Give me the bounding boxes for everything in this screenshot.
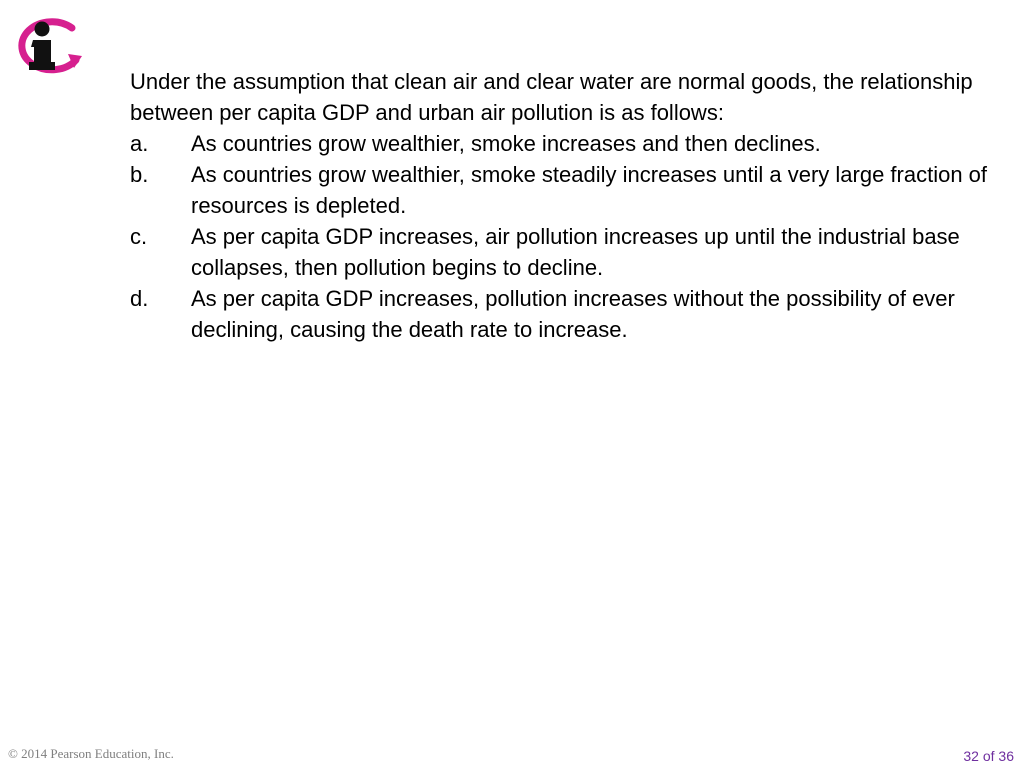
answer-option-b (130, 159, 990, 221)
option-text: As countries grow wealthier, smoke increases and then declines. (191, 131, 821, 156)
option-letter: c. (130, 224, 148, 249)
information-person-icon (12, 14, 86, 80)
question-block (130, 66, 990, 345)
answer-option-c (130, 221, 990, 283)
option-text: As per capita GDP increases, pollution increases without the possibility of ever declining, causing the death rate to increase. (191, 286, 955, 342)
answer-options (130, 128, 990, 345)
answer-option-d (130, 283, 990, 345)
option-letter: d. (130, 286, 149, 311)
option-letter: a. (130, 131, 149, 156)
option-letter: b. (130, 162, 149, 187)
answer-option-a (130, 128, 990, 159)
copyright-notice: © 2014 Pearson Education, Inc. (8, 746, 174, 761)
page-indicator: 32 of 36 (963, 748, 1014, 764)
option-text: As countries grow wealthier, smoke steadily increases until a very large fraction of resources is depleted. (191, 162, 988, 218)
question-stem: Under the assumption that clean air and clear water are normal goods, the relationship between per capita GDP and urban air pollution is as follows: (130, 69, 973, 125)
option-text: As per capita GDP increases, air pollution increases up until the industrial base collapses, then pollution begins to decline. (191, 224, 960, 280)
